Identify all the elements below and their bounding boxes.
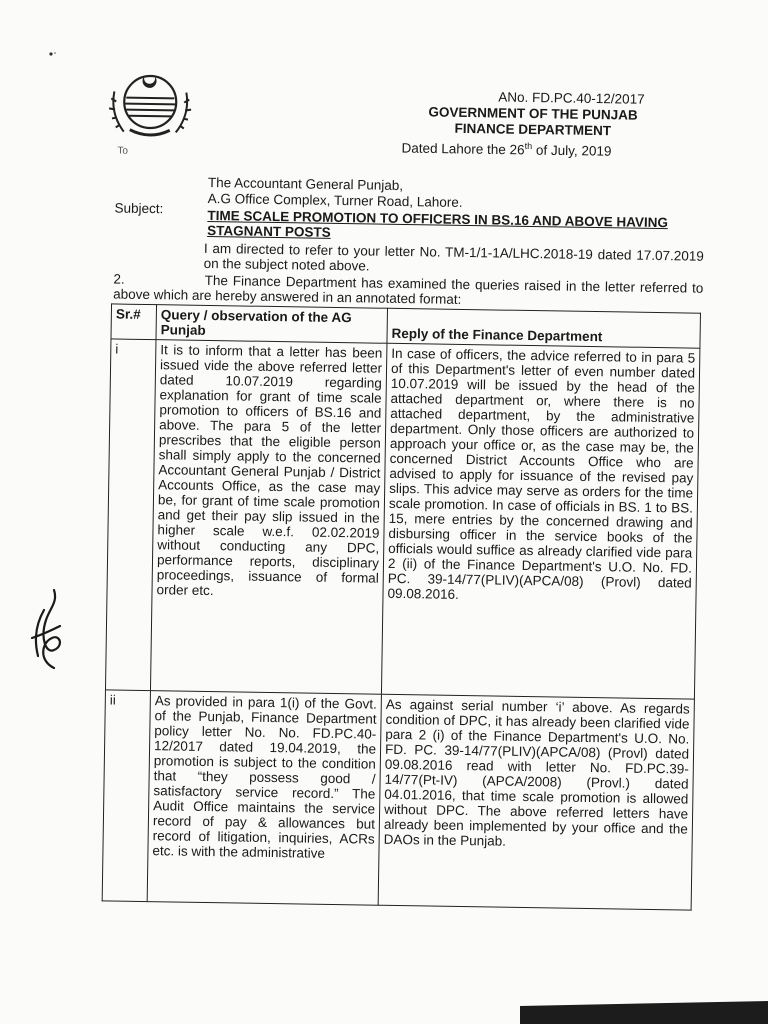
letter-number: ANo. FD.PC.40-12/2017 — [498, 89, 645, 107]
row-sr: i — [105, 339, 156, 691]
paragraph-2-text: The Finance Department has examined the queries raised in the letter referred to above which are hereby answered in an annotated format: — [113, 272, 704, 307]
recipient-address — [208, 175, 608, 213]
paragraph-1: I am directed to refer to your letter No. TM-1/1-1A/LHC.2018-19 dated 17.07.2019 on the subject noted above. — [203, 240, 704, 274]
to-mark: To — [117, 145, 129, 157]
paragraph-2-number: 2. — [113, 271, 125, 287]
address-line-1: The Accountant General Punjab, — [207, 174, 404, 194]
row-sr: ii — [102, 690, 150, 902]
subject-label: Subject: — [114, 200, 164, 217]
queries-table — [102, 303, 701, 910]
table-row — [105, 339, 699, 699]
table-row — [102, 690, 694, 910]
department-name: FINANCE DEPARTMENT — [454, 120, 612, 139]
subject-text: TIME SCALE PROMOTION TO OFFICERS IN BS.16 AND ABOVE HAVING STAGNANT POSTS — [207, 207, 669, 240]
row-reply: In case of officers, the advice referred to in para 5 of this Department's letter of even number dated 10.07.2019 will be issued by the head of the attached department or, where there is no attached department, by the administrative department. Only those officers are authorized to approach your office or, as the case may be, the concerned District Accounts Office who are advised to apply for issuance of the revised pay slips. This advice may serve as orders for the time scale promotion. In case of officials in BS. 1 to BS. 15, mere entries by the concerned drawing and disbursing officer in the service books of the officials would suffice as already clarified vide para 2 (ii) of the Finance Department's U.O. No. FD. PC. 39-14/77(PLIV)(APCA/08) (Provl) dated 09.08.2016. — [381, 343, 699, 699]
row-query: It is to inform that a letter has been issued vide the above referred letter dated 10.07.2019 regarding explanation for grant of time scale promotion to officers of BS.16 and above. The para 5 of the letter prescribes that the eligible person shall simply apply to the concerned Accountant General Punjab / District Accounts Office, as the case may be, for grant of time scale promotion and get their pay slip issued in the higher scale w.e.f. 02.02.2019 without conducting any DPC, performance reports, disciplinary proceedings, issuance of formal order etc. — [150, 340, 386, 695]
handwritten-signature-icon — [24, 580, 70, 670]
header-query: Query / observation of the AG Punjab — [156, 305, 388, 344]
row-query: As provided in para 1(i) of the Govt. of the Punjab, Finance Department policy letter No. No. FD.PC.40-12/2017 dated 19.04.2019, the promotion is subject to the condition that “they possess good / satisfactory service record.” The Audit Office maintains the service record of pay & allowances but record of litigation, inquiries, ACRs etc. is with the administrative — [147, 691, 381, 906]
header-sr: Sr.# — [111, 304, 157, 340]
letter-header — [397, 88, 668, 161]
punjab-government-emblem-icon — [104, 61, 197, 142]
address-line-2: A.G Office Complex, Turner Road, Lahore. — [207, 190, 463, 210]
letter-date: Dated Lahore the 26th of July, 2019 — [401, 140, 612, 159]
row-reply: As against serial number ‘i’ above. As regards condition of DPC, it has already been clarified vide para 2 (i) of the Finance Department's U.O. No. FD. PC. 39-14/77(PLIV)(APCA/08) (Provl) dated 09.08.2016 read with letter No. FD.PC.39-14/77(Pt-IV) (APCA/2008) (Provl.) dated 04.01.2016, that time scale promotion is allowed without DPC. The above referred letters have already been implemented by your office and the DAOs in the Punjab. — [378, 694, 694, 910]
scan-edge — [520, 1000, 768, 1024]
government-name: GOVERNMENT OF THE PUNJAB — [428, 104, 638, 123]
header-reply: Reply of the Finance Department — [387, 308, 701, 348]
